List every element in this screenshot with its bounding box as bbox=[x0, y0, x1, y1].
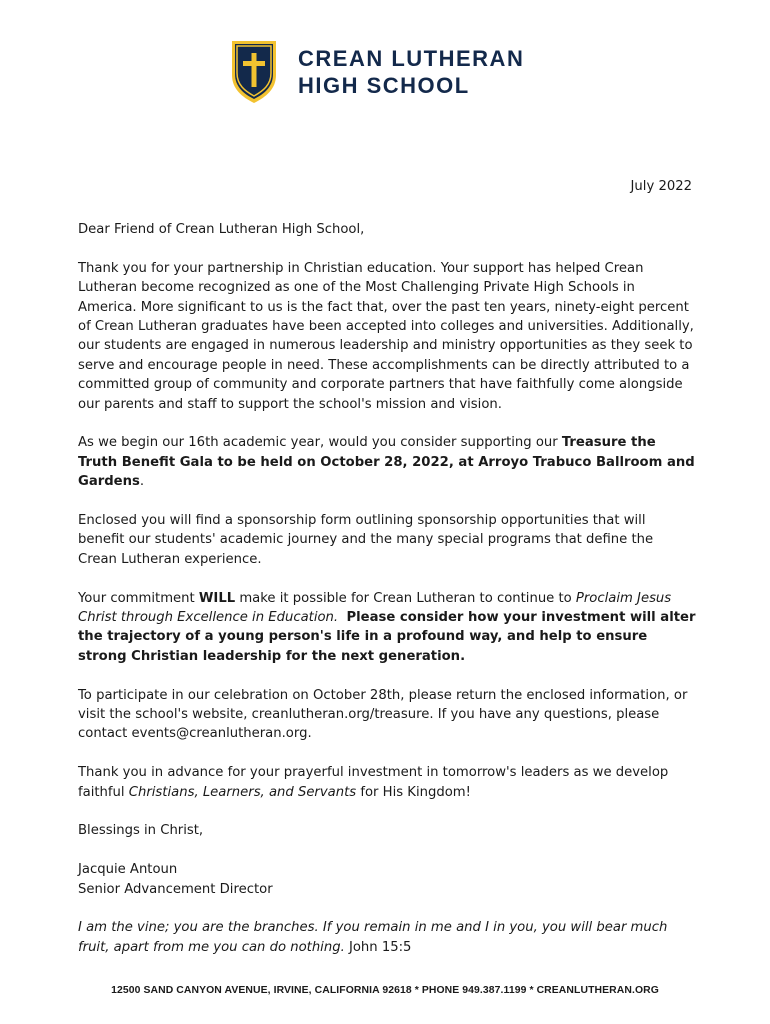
paragraph-4 bbox=[78, 589, 696, 667]
paragraph-3: Enclosed you will find a sponsorship form outlining sponsorship opportunities that will benefit our students' academic journey and the many special programs that define the Crean Lutheran experience. bbox=[78, 513, 654, 567]
paragraph-5: To participate in our celebration on October 28th, please return the enclosed information, or visit the school's website, creanlutheran.org/treasure. If you have any questions, please contact events@creanlutheran.org. bbox=[78, 687, 688, 742]
bible-verse bbox=[78, 918, 696, 957]
gala-details: Treasure the Truth Benefit Gala to be held on October 28, 2022, at Arroyo Trabuco Ballroom and Gardens bbox=[78, 435, 695, 490]
p6-values: Christians, Learners, and Servants bbox=[128, 784, 357, 800]
closing: Blessings in Christ, bbox=[78, 823, 204, 839]
p4-will: WILL bbox=[198, 590, 236, 606]
p2-end: . bbox=[139, 474, 145, 490]
p6-end: for His Kingdom! bbox=[356, 784, 471, 800]
paragraph-2 bbox=[78, 433, 696, 491]
p2-text: As we begin our 16th academic year, would you consider supporting our bbox=[78, 435, 562, 451]
p6-text: Thank you in advance for your prayerful investment in tomorrow's leaders as we develop faithful bbox=[78, 765, 669, 800]
footer-address: 12500 SAND CANYON AVENUE, IRVINE, CALIFORNIA 92618 * PHONE 949.387.1199 * CREANLUTHERAN.ORG bbox=[111, 985, 659, 996]
verse-reference: John 15:5 bbox=[344, 939, 412, 955]
school-name bbox=[298, 45, 524, 99]
p4-text1: Your commitment bbox=[78, 590, 199, 606]
signer-title: Senior Advancement Director bbox=[78, 881, 273, 897]
school-name-line2: HIGH SCHOOL bbox=[298, 73, 470, 98]
school-name-line1: CREAN LUTHERAN bbox=[298, 46, 525, 71]
salutation: Dear Friend of Crean Lutheran High School, bbox=[78, 222, 365, 237]
letter-body bbox=[78, 220, 696, 977]
letter-date: July 2022 bbox=[630, 179, 692, 194]
paragraph-1: Thank you for your partnership in Christian education. Your support has helped Crean Lutheran become recognized as one of the Most Challenging Private High Schools in America. More significant to us is the fact that, over the past ten years, ninety-eight percent of Crean Lutheran graduates have been accepted into colleges and universities. Additionally, our students are engaged in numerous leadership and ministry opportunities as they seek to serve and encourage people in need. These accomplishments can be directly attributed to a committed group of community and corporate partners that have faithfully come alongside our parents and staff to support the school's mission and vision. bbox=[78, 260, 694, 412]
letterhead bbox=[230, 39, 524, 105]
signature-block bbox=[78, 860, 696, 899]
signer-name: Jacquie Antoun bbox=[78, 862, 178, 878]
verse-text: I am the vine; you are the branches. If you remain in me and I in you, you will bear much fruit, apart from me you can do nothing. bbox=[78, 920, 668, 955]
p4-motto: Proclaim Jesus Christ through Excellence in Education. bbox=[78, 590, 672, 626]
paragraph-6 bbox=[78, 763, 696, 802]
p4-text2: make it possible for Crean Lutheran to continue to bbox=[235, 590, 576, 606]
cross-shield-icon bbox=[230, 39, 278, 105]
p4-appeal: Please consider how your investment will alter the trajectory of a young person's life in a profound way, and help to ensure strong Christian leadership for the next generation. bbox=[78, 610, 696, 664]
p4-spacer bbox=[338, 610, 346, 625]
